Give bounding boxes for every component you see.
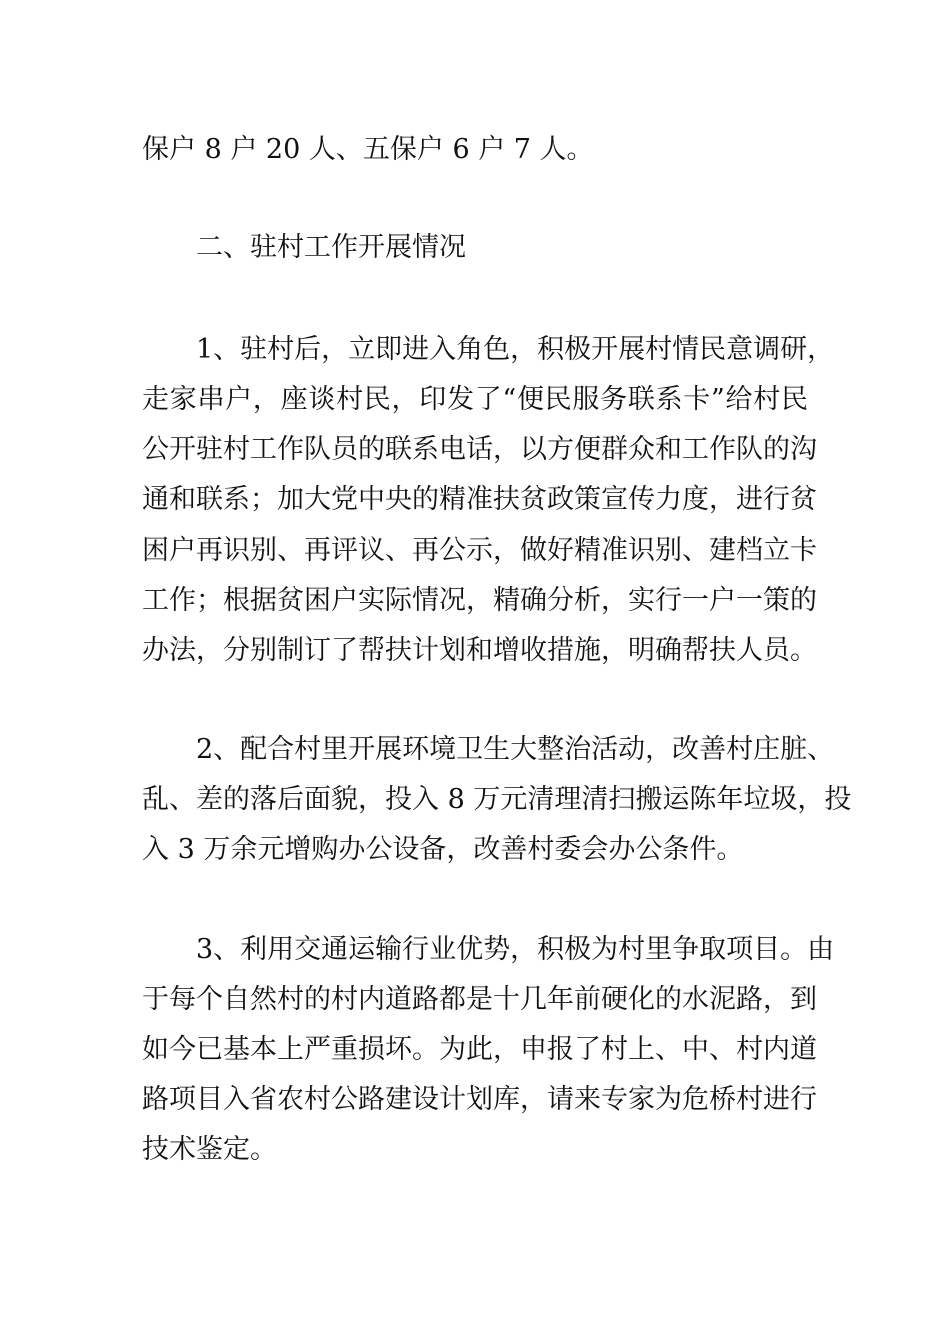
paragraph-line: 乱、差的落后面貌，投入 8 万元清理清扫搬运陈年垃圾，投 — [142, 784, 852, 815]
paragraph-line: 2、配合村里开展环境卫生大整治活动，改善村庄脏、 — [196, 734, 835, 765]
paragraph-line: 公开驻村工作队员的联系电话，以方便群众和工作队的沟 — [142, 434, 817, 465]
paragraph-line: 技术鉴定。 — [142, 1134, 277, 1165]
paragraph-line: 办法，分别制订了帮扶计划和增收措施，明确帮扶人员。 — [142, 635, 817, 666]
paragraph-line: 入 3 万余元增购办公设备，改善村委会办公条件。 — [142, 834, 744, 865]
paragraph-line: 保户 8 户 20 人、五保户 6 户 7 人。 — [142, 134, 594, 165]
paragraph-line: 困户再识别、再评议、再公示，做好精准识别、建档立卡 — [142, 535, 817, 566]
paragraph-line: 工作；根据贫困户实际情况，精确分析，实行一户一策的 — [142, 585, 817, 616]
section-heading: 二、驻村工作开展情况 — [196, 232, 466, 263]
paragraph-line: 3、利用交通运输行业优势，积极为村里争取项目。由 — [196, 934, 835, 965]
paragraph-line: 通和联系；加大党中央的精准扶贫政策宣传力度，进行贫 — [142, 484, 817, 515]
paragraph-line: 于每个自然村的村内道路都是十几年前硬化的水泥路，到 — [142, 984, 817, 1015]
paragraph-line: 1、驻村后，立即进入角色，积极开展村情民意调研， — [196, 334, 835, 365]
paragraph-line: 走家串户，座谈村民，印发了“便民服务联系卡”给村民 — [142, 384, 808, 415]
paragraph-line: 如今已基本上严重损坏。为此，申报了村上、中、村内道 — [142, 1034, 817, 1065]
paragraph-line: 路项目入省农村公路建设计划库，请来专家为危桥村进行 — [142, 1084, 817, 1115]
